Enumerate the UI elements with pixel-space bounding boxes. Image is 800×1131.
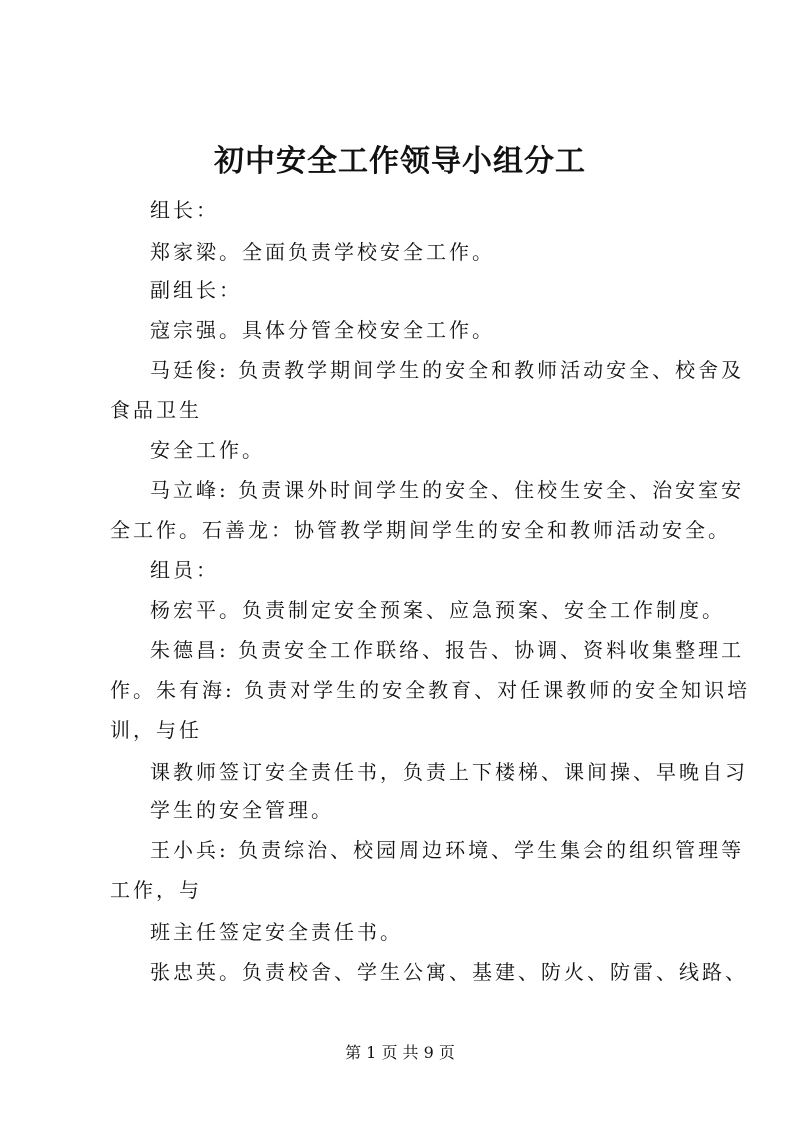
text-line: 寇宗强。具体分管全校安全工作。 xyxy=(150,318,495,342)
text-line: 班主任签定安全责任书。 xyxy=(150,920,403,944)
text-line: 马立峰: 负责课外时间学生的安全、住校生安全、治安室安 xyxy=(150,478,745,502)
text-line: 马廷俊: 负责教学期间学生的安全和教师活动安全、校舍及 xyxy=(150,358,745,382)
text-line: 杨宏平。负责制定安全预案、应急预案、安全工作制度。 xyxy=(150,598,725,622)
text-line-group-leader-label: 组长： xyxy=(150,198,219,222)
text-line: 工作，与 xyxy=(110,878,202,902)
text-line: 郑家梁。全面负责学校安全工作。 xyxy=(150,240,495,264)
text-line: 食品卫生 xyxy=(110,398,202,422)
text-line: 课教师签订安全责任书，负责上下楼梯、课间操、早晚自习 xyxy=(150,760,748,784)
text-line-deputy-leader-label: 副组长： xyxy=(150,278,242,302)
document-title: 初中安全工作领导小组分工 xyxy=(214,144,586,179)
text-line: 安全工作。 xyxy=(150,438,265,462)
text-line: 作。朱有海: 负责对学生的安全教育、对任课教师的安全知识培 xyxy=(110,678,751,702)
text-line: 全工作。石善龙：协管教学期间学生的安全和教师活动安全。 xyxy=(110,518,731,542)
text-line: 学生的安全管理。 xyxy=(150,798,334,822)
text-line: 张忠英。负责校舍、学生公寓、基建、防火、防雷、线路、 xyxy=(150,960,748,984)
text-line-members-label: 组员： xyxy=(150,558,219,582)
text-line: 训，与任 xyxy=(110,718,202,742)
page-footer: 第 1 页 共 9 页 xyxy=(345,1043,455,1062)
text-line: 朱德昌: 负责安全工作联络、报告、协调、资料收集整理工 xyxy=(150,638,745,662)
text-line: 王小兵: 负责综治、校园周边环境、学生集会的组织管理等 xyxy=(150,838,745,862)
